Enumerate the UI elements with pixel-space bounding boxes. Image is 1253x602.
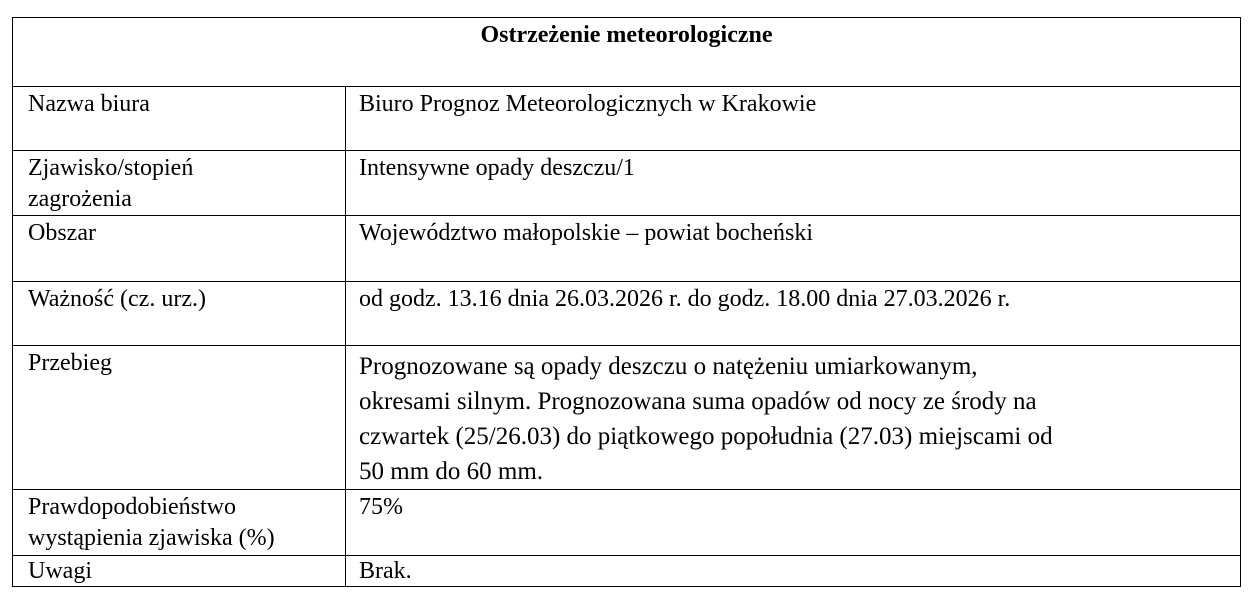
- remarks-value: Brak.: [346, 556, 1241, 587]
- course-label: Przebieg: [13, 346, 346, 490]
- table-row: [13, 151, 1241, 216]
- area-label: Obszar: [13, 216, 346, 282]
- validity-value: od godz. 13.16 dnia 26.03.2026 r. do godz. 18.00 dnia 27.03.2026 r.: [346, 282, 1241, 346]
- table-row: [13, 556, 1241, 587]
- probability-label-line-1: Prawdopodobieństwo: [28, 494, 236, 520]
- course-value-line-2: okresami silnym. Prognozowana suma opadów od nocy ze środy na: [359, 388, 1037, 415]
- title-cell: [13, 18, 1241, 87]
- table-row: [13, 346, 1241, 490]
- warning-title: Ostrzeżenie meteorologiczne: [480, 22, 773, 48]
- weather-warning-table: [12, 17, 1241, 587]
- office-name-label: Nazwa biura: [13, 87, 346, 151]
- remarks-label: Uwagi: [13, 556, 346, 587]
- course-value-line-3: czwartek (25/26.03) do piątkowego popołudnia (27.03) miejscami od: [359, 423, 1053, 450]
- table-row: [13, 490, 1241, 556]
- probability-value: 75%: [346, 490, 1241, 556]
- course-value-line-1: Prognozowane są opady deszczu o natężeniu umiarkowanym,: [359, 353, 978, 380]
- table-row: [13, 216, 1241, 282]
- area-value: Województwo małopolskie – powiat bocheński: [346, 216, 1241, 282]
- probability-label: [13, 490, 346, 556]
- course-value: [346, 346, 1241, 490]
- phenomenon-value: Intensywne opady deszczu/1: [346, 151, 1241, 216]
- phenomenon-label-line-1: Zjawisko/stopień: [28, 155, 194, 181]
- phenomenon-label: [13, 151, 346, 216]
- phenomenon-label-line-2: zagrożenia: [28, 186, 132, 212]
- course-value-line-4: 50 mm do 60 mm.: [359, 458, 544, 485]
- probability-label-line-2: wystąpienia zjawiska (%): [28, 525, 275, 551]
- table-row: [13, 282, 1241, 346]
- title-row: [13, 18, 1241, 87]
- validity-label: Ważność (cz. urz.): [13, 282, 346, 346]
- table-row: [13, 87, 1241, 151]
- office-name-value: Biuro Prognoz Meteorologicznych w Krakowie: [346, 87, 1241, 151]
